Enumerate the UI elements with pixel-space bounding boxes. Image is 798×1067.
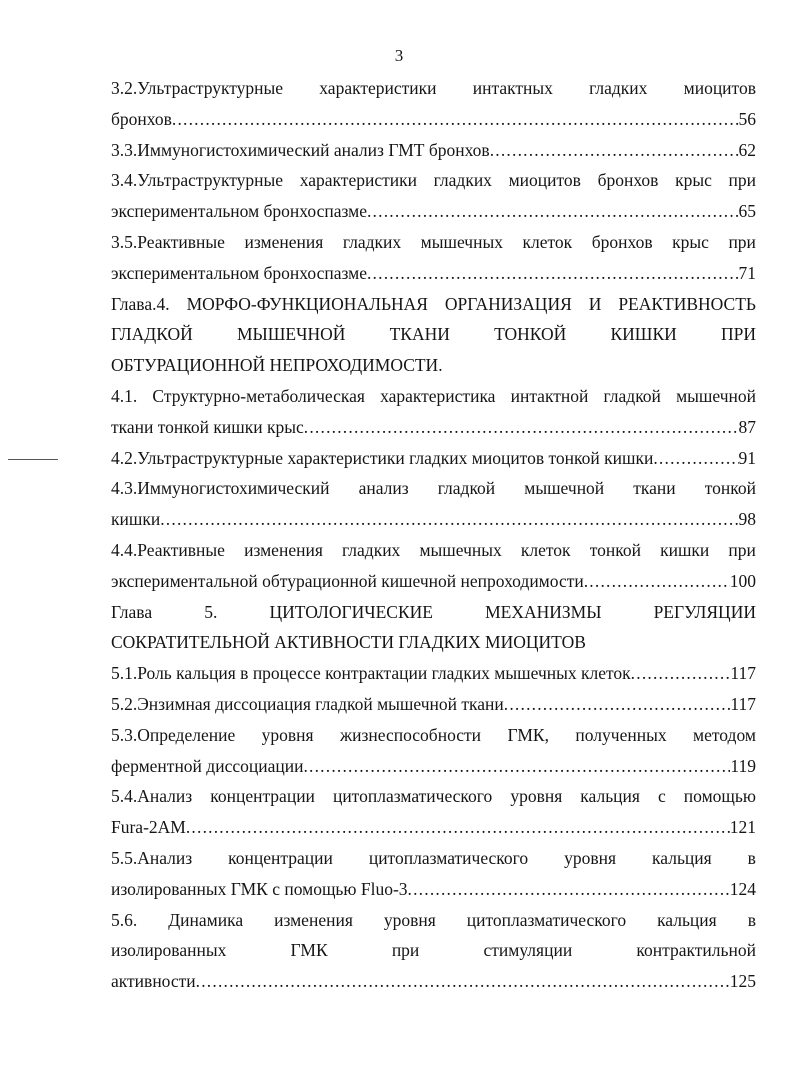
margin-mark xyxy=(8,459,58,460)
toc-word: концентрации xyxy=(228,848,333,868)
toc-word: 5.4.Анализ xyxy=(111,786,193,807)
toc-word: цитоплазматического xyxy=(368,848,529,868)
toc-page-number: 100 xyxy=(729,570,756,591)
toc-entry-text: 5.1.Роль кальция в процессе контрактации гладких мышечных клеток xyxy=(111,663,631,684)
toc-page-number: 98 xyxy=(738,509,756,530)
toc-word: ОРГАНИЗАЦИЯ xyxy=(444,293,572,314)
toc-word: РЕАКТИВНОСТЬ xyxy=(618,293,756,314)
toc-word: гладких xyxy=(342,540,401,560)
toc-word: кальция xyxy=(652,848,712,868)
toc-word: в xyxy=(747,909,756,930)
toc-entry-text: 3.3.Иммуногистохимический анализ ГМТ бронхов xyxy=(111,139,490,160)
toc-line xyxy=(111,446,756,470)
toc-line xyxy=(111,476,756,500)
toc-line xyxy=(111,415,756,439)
toc-word: 4.4.Реактивные xyxy=(111,540,225,560)
toc-line xyxy=(111,908,756,932)
toc-word: уровня xyxy=(261,724,314,745)
toc-line xyxy=(111,661,756,685)
toc-word: уровня xyxy=(510,786,563,807)
dot-leader xyxy=(186,815,730,839)
toc-word: концентрации xyxy=(210,786,315,807)
toc-word: интактных xyxy=(472,78,553,98)
toc-word: Глава.4. xyxy=(111,293,170,314)
toc-word: миоцитов xyxy=(683,78,756,98)
toc-line xyxy=(111,261,756,285)
toc-page-number: 117 xyxy=(730,694,756,714)
toc-word: в xyxy=(747,848,756,868)
dot-leader xyxy=(367,199,739,223)
toc-heading-text: СОКРАТИТЕЛЬНОЙ АКТИВНОСТИ ГЛАДКИХ МИОЦИТОВ xyxy=(111,632,586,653)
toc-word: 5.3.Определение xyxy=(111,724,236,745)
toc-line xyxy=(111,292,756,316)
toc-entry-text: кишки xyxy=(111,509,161,530)
toc-line xyxy=(111,569,756,593)
toc-line xyxy=(111,846,756,870)
toc-line xyxy=(111,168,756,192)
dot-leader xyxy=(160,507,738,531)
toc-word: 4.1. xyxy=(111,386,138,406)
toc-word: МОРФО-ФУНКЦИОНАЛЬНАЯ xyxy=(186,293,428,314)
toc-word: помощью xyxy=(683,786,756,807)
toc-word: методом xyxy=(693,724,756,745)
toc-word: уровня xyxy=(383,909,436,930)
toc-word: мышечной xyxy=(676,386,756,406)
toc-word: Структурно-метаболическая xyxy=(152,386,365,406)
toc-word: МЕХАНИЗМЫ xyxy=(485,601,602,622)
toc-word: характеристики xyxy=(299,170,417,191)
dot-leader xyxy=(631,661,731,685)
toc-line xyxy=(111,784,756,808)
toc-page-number: 117 xyxy=(730,663,756,684)
toc-word: ткани xyxy=(633,478,676,499)
toc-line xyxy=(111,723,756,747)
toc-word: Глава xyxy=(111,601,153,622)
toc-word: цитоплазматического xyxy=(332,786,493,807)
toc-word: мышечных xyxy=(419,540,502,560)
toc-word: бронхов xyxy=(591,232,653,252)
toc-line xyxy=(111,507,756,531)
toc-line xyxy=(111,76,756,100)
toc-entry-text: экспериментальной обтурационной кишечной непроходимости xyxy=(111,570,584,591)
toc-word: изменения xyxy=(244,540,323,560)
toc-line xyxy=(111,138,756,162)
toc-word: мышечных xyxy=(420,232,503,252)
dot-leader xyxy=(172,107,739,131)
toc-page-number: 124 xyxy=(729,878,756,899)
toc-word: при xyxy=(728,540,756,560)
dot-leader xyxy=(304,415,739,439)
toc-page-number: 56 xyxy=(738,108,756,129)
toc-word: Динамика xyxy=(168,909,244,930)
toc-word: изменения xyxy=(274,909,353,930)
toc-word: жизнеспособности xyxy=(340,724,482,745)
toc-entry-text: изолированных ГМК с помощью Fluo-3 xyxy=(111,878,408,899)
toc-word: крыс xyxy=(672,232,709,252)
dot-leader xyxy=(584,569,730,593)
dot-leader xyxy=(367,261,739,285)
toc-line xyxy=(111,815,756,839)
toc-word: изолированных xyxy=(111,940,227,961)
page-number: 3 xyxy=(394,46,404,65)
toc-word: при xyxy=(728,170,756,191)
toc-word: И xyxy=(588,293,602,314)
toc-word: характеристика xyxy=(380,386,496,406)
toc-word: полученных xyxy=(575,724,667,745)
toc-word: бронхов xyxy=(597,170,659,191)
toc-word: 5.6. xyxy=(111,909,138,930)
toc-word: уровня xyxy=(564,848,617,868)
toc-word: тонкой xyxy=(704,478,756,499)
toc-word: изменения xyxy=(244,232,324,252)
dot-leader xyxy=(504,692,731,716)
toc-word: при xyxy=(728,232,756,252)
toc-page-number: 125 xyxy=(729,971,756,992)
toc-page-number: 62 xyxy=(738,139,756,160)
toc-word: КИШКИ xyxy=(610,324,677,345)
toc-page-number: 121 xyxy=(729,817,756,838)
toc-page-number: 87 xyxy=(738,416,756,437)
toc-line xyxy=(111,538,756,562)
toc-word: кальция xyxy=(580,786,640,807)
toc-word: кальция xyxy=(657,909,717,930)
toc-line xyxy=(111,754,756,778)
toc-word: ТОНКОЙ xyxy=(494,324,567,345)
toc-line xyxy=(111,230,756,254)
toc-entry-text: ферментной диссоциации xyxy=(111,755,304,776)
toc-page-number: 119 xyxy=(730,755,756,776)
dot-leader xyxy=(408,877,730,901)
toc-entry-text: 5.2.Энзимная диссоциация гладкой мышечной ткани xyxy=(111,694,504,714)
toc-word: клеток xyxy=(520,540,571,560)
toc-word: характеристики xyxy=(319,78,437,98)
toc-entry-text: активности xyxy=(111,971,196,992)
toc-word: клеток xyxy=(522,232,573,252)
toc-word: ГЛАДКОЙ xyxy=(111,324,193,345)
toc-word: с xyxy=(657,786,666,807)
toc-word: стимуляции xyxy=(483,940,573,961)
toc-word: ТКАНИ xyxy=(389,324,450,345)
toc-word: 3.4.Ультраструктурные xyxy=(111,170,284,191)
toc-word: миоцитов xyxy=(508,170,581,191)
toc-word: гладких xyxy=(433,170,492,191)
dot-leader xyxy=(303,754,730,778)
toc-word: 3.5.Реактивные xyxy=(111,232,225,252)
toc-line xyxy=(111,353,756,377)
toc-word: 3.2.Ультраструктурные xyxy=(111,78,284,98)
toc-line xyxy=(111,877,756,901)
toc-line xyxy=(111,199,756,223)
toc-word: при xyxy=(391,940,420,961)
toc-line xyxy=(111,938,756,962)
toc-entry-text: экспериментальном бронхоспазме xyxy=(111,201,367,222)
toc-entry-text: экспериментальном бронхоспазме xyxy=(111,262,367,283)
toc-word: гладких xyxy=(589,78,648,98)
toc-page-number: 71 xyxy=(738,262,756,283)
toc-line xyxy=(111,630,756,654)
toc-entry-text: ткани тонкой кишки крыс xyxy=(111,416,304,437)
toc-word: МЫШЕЧНОЙ xyxy=(236,324,346,345)
toc-line xyxy=(111,969,756,993)
toc-word: ГМК xyxy=(290,940,328,961)
toc-word: ГМК, xyxy=(507,724,549,745)
toc-word: мышечной xyxy=(524,478,605,499)
toc-line xyxy=(111,384,756,408)
toc-word: кишки xyxy=(660,540,710,560)
toc-word: цитоплазматического xyxy=(466,909,627,930)
toc-page-number: 65 xyxy=(738,201,756,222)
toc-line xyxy=(111,600,756,624)
toc-word: 5. xyxy=(204,601,218,622)
toc-word: гладкой xyxy=(603,386,661,406)
toc-word: ЦИТОЛОГИЧЕСКИЕ xyxy=(269,601,433,622)
toc-entry-text: бронхов xyxy=(111,108,172,129)
toc-entry-text: Fura-2AM xyxy=(111,817,186,838)
toc-heading-text: ОБТУРАЦИОННОЙ НЕПРОХОДИМОСТИ. xyxy=(111,355,443,376)
toc-word: гладкой xyxy=(437,478,496,499)
toc-entry-text: 4.2.Ультраструктурные характеристики гладких миоцитов тонкой кишки xyxy=(111,447,654,468)
toc-word: интактной xyxy=(510,386,589,406)
toc-word: РЕГУЛЯЦИИ xyxy=(653,601,756,622)
dot-leader xyxy=(490,138,739,162)
toc-word: 5.5.Анализ xyxy=(111,848,193,868)
toc-page-number: 91 xyxy=(738,447,756,468)
toc-word: анализ xyxy=(358,478,409,499)
toc-word: гладких xyxy=(342,232,402,252)
toc-word: ПРИ xyxy=(720,324,756,345)
toc-word: контрактильной xyxy=(636,940,756,961)
toc-word: крыс xyxy=(675,170,712,191)
dot-leader xyxy=(196,969,730,993)
toc-word: 4.3.Иммуногистохимический xyxy=(111,478,330,499)
dot-leader xyxy=(653,446,738,470)
toc-line xyxy=(111,107,756,131)
toc-line xyxy=(111,692,756,716)
toc-word: тонкой xyxy=(589,540,641,560)
toc-line xyxy=(111,322,756,346)
